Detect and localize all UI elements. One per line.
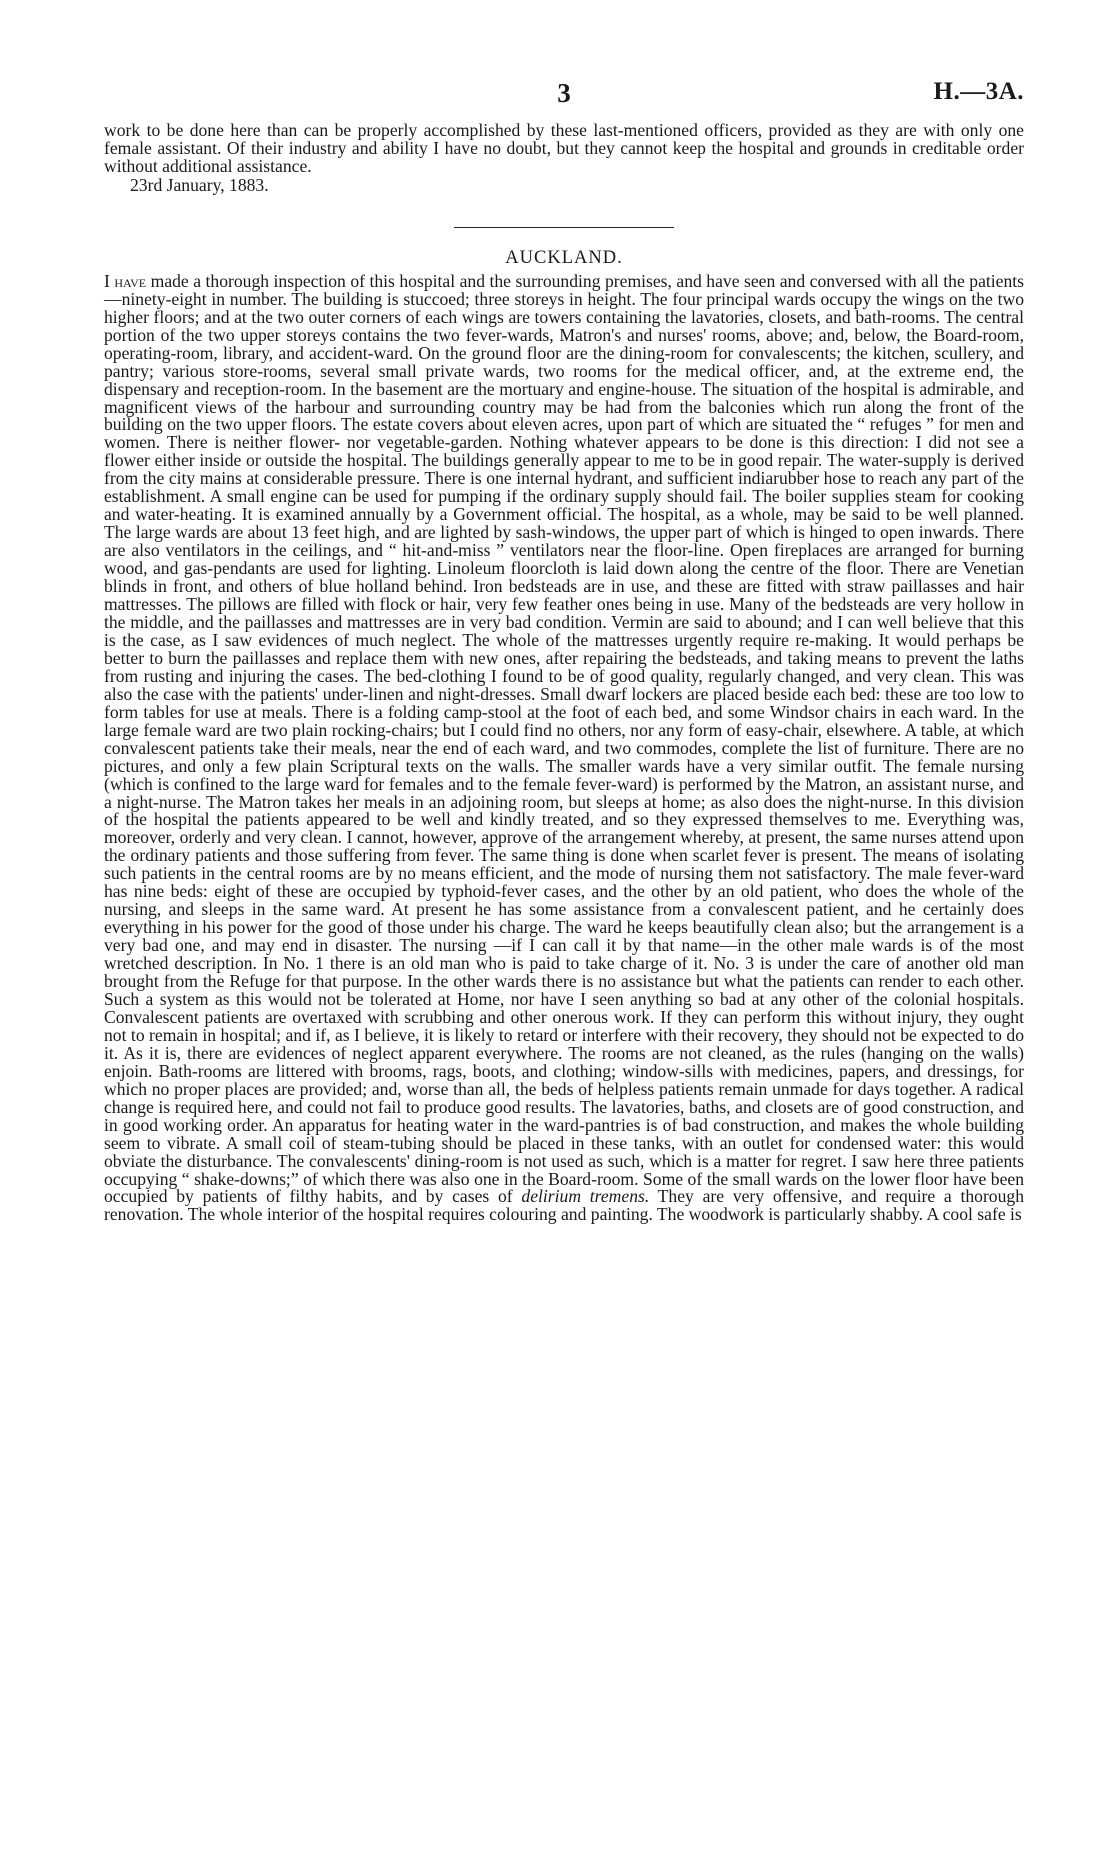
- italic-term: delirium tremens.: [521, 1186, 650, 1207]
- section-body-paragraph: [104, 270, 1024, 1225]
- paper-reference: H.—3A.: [933, 78, 1024, 105]
- report-date: 23rd January, 1883.: [130, 174, 269, 195]
- opening-words: I have: [104, 270, 147, 291]
- page-number: 3: [557, 78, 571, 108]
- section-title: AUCKLAND.: [505, 247, 623, 268]
- section-divider: [454, 227, 674, 228]
- document-page: [104, 78, 1024, 1224]
- body-text-end: They are very offensive, and require a thorough renovation. The whole interior of the hospital requires colouring and painting. The woodwork is particularly shabby. A cool safe is: [104, 1186, 1024, 1225]
- body-text: made a thorough inspection of this hospital and the surrounding premises, and have seen and conversed with all the patients—ninety-eight in number. The building is stuccoed; three storeys in height. The four principal wards occupy the wings on the two higher floors; and at the two outer corners of each wings are towers containing the lavatories, closets, and bath-rooms. The central portion of the two upper storeys contains the two fever-wards, Matron's and nurses' rooms, above; and, below, the Board-room, operating-room, library, and accident-ward. On the ground floor are the dining-room for convalescents; the kitchen, scullery, and pantry; various store-rooms, several small private wards, two rooms for the medical officer, and, at the extreme end, the dispensary and reception-room. In the basement are the mortuary and engine-house. The situation of the hospital is admirable, and magnificent views of the harbour and surrounding country may be had from the balconies which run along the front of the building on the two upper floors. The estate covers about eleven acres, upon part of which are situated the “ refuges ” for men and women. There is neither flower- nor vegetable-garden. Nothing whatever appears to be done is this direction: I did not see a flower either inside or outside the hospital. The buildings generally appear to me to be in good repair. The water-supply is derived from the city mains at considerable pressure. There is one internal hydrant, and sufficient indiarubber hose to reach any part of the establishment. A small engine can be used for pumping if the ordinary supply should fail. The boiler supplies steam for cooking and water-heating. It is examined annually by a Government official. The hospital, as a whole, may be said to be well planned. The large wards are about 13 feet high, and are lighted by sash-windows, the upper part of which is hinged to open inwards. There are also ventilators in the ceilings, and “ hit-and-miss ” ventilators near the floor-line. Open fireplaces are arranged for burning wood, and gas-pendants are used for lighting. Linoleum floorcloth is laid down along the centre of the floor. There are Venetian blinds in front, and others of blue holland behind. Iron bedsteads are in use, and these are fitted with straw paillasses and hair mattresses. The pillows are filled with flock or hair, very few feather ones being in use. Many of the bedsteads are very hollow in the middle, and the paillasses and mattresses are in very bad condition. Vermin are said to abound; and I can well believe that this is the case, as I saw evidences of much neglect. The whole of the mattresses urgently require re-making. It would perhaps be better to burn the paillasses and replace them with new ones, after repairing the bedsteads, and taking means to prevent the laths from rusting and injuring the cases. The bed-clothing I found to be of good quality, regularly changed, and very clean. This was also the case with the patients' under-linen and night-dresses. Small dwarf lockers are placed beside each bed: these are too low to form tables for use at meals. There is a folding camp-stool at the foot of each bed, and some Windsor chairs in each ward. In the large female ward are two plain rocking-chairs; but I could find no others, nor any form of easy-chair, elsewhere. A table, at which convalescent patients take their meals, near the end of each ward, and two commodes, complete the list of furniture. There are no pictures, and only a few plain Scriptural texts on the walls. The smaller wards have a very similar outfit. The female nursing (which is confined to the large ward for females and to the female fever-ward) is performed by the Matron, an assistant nurse, and a night-nurse. The Matron takes her meals in an adjoining room, but sleeps at home; as also does the night-nurse. In this division of the hospital the patients appeared to be well and kindly treated, and so they expressed themselves to me. Everything was, moreover, orderly and very clean. I cannot, however, approve of the arrangement whereby, at present, the same nurses attend upon the ordinary patients and those suffering from fever. The same thing is done when scarlet fever is present. The means of isolating such patients in the central rooms are by no means efficient, and the mode of nursing them not satisfactory. The male fever-ward has nine beds: eight of these are occupied by typhoid-fever cases, and the other by an old patient, who does the whole of the nursing, and sleeps in the same ward. At present he has some assistance from a convalescent patient, and he certainly does everything in his power for the good of those under his charge. The ward he keeps beautifully clean also; but the arrangement is a very bad one, and may end in disaster. The nursing —if I can call it by that name—in the other male wards is of the most wretched description. In No. 1 there is an old man who is paid to take charge of it. No. 3 is under the care of another old man brought from the Refuge for that purpose. In the other wards there is no assistance but what the patients can render to each other. Such a system as this would not be tolerated at Home, nor have I seen anything so bad at any other of the colonial hospitals. Convalescent patients are overtaxed with scrubbing and other onerous work. If they can perform this without injury, they ought not to remain in hospital; and if, as I believe, it is likely to retard or interfere with their recovery, they should not be expected to do it. As it is, there are evidences of neglect apparent everywhere. The rooms are not cleaned, as the rules (hanging on the walls) enjoin. Bath-rooms are littered with brooms, rags, boots, and clothing; window-sills with medicines, papers, and dressings, for which no proper places are provided; and, worse than all, the beds of helpless patients remain unmade for days together. A radical change is required here, and could not fail to produce good results. The lavatories, baths, and closets are of good construction, and in good working order. An apparatus for heating water in the ward-pantries is of bad construction, and makes the whole building seem to vibrate. A small coil of steam-tubing should be placed in these tanks, with an outlet for condensed water: this would obviate the disturbance. The convalescents' dining-room is not used as such, which is a matter for regret. I saw here three patients occupying “ shake-downs;” of which there was also one in the Board-room. Some of the small wards on the lower floor have been occupied by patients of filthy habits, and by cases of: [104, 270, 1024, 1207]
- intro-paragraph: work to be done here than can be properly accomplished by these last-mentioned officers, provided as they are with only one female assistant. Of their industry and ability I have no doubt, but they cannot keep the hospital and grounds in creditable order without additional assistance.: [104, 120, 1024, 176]
- page-header: [104, 78, 1024, 118]
